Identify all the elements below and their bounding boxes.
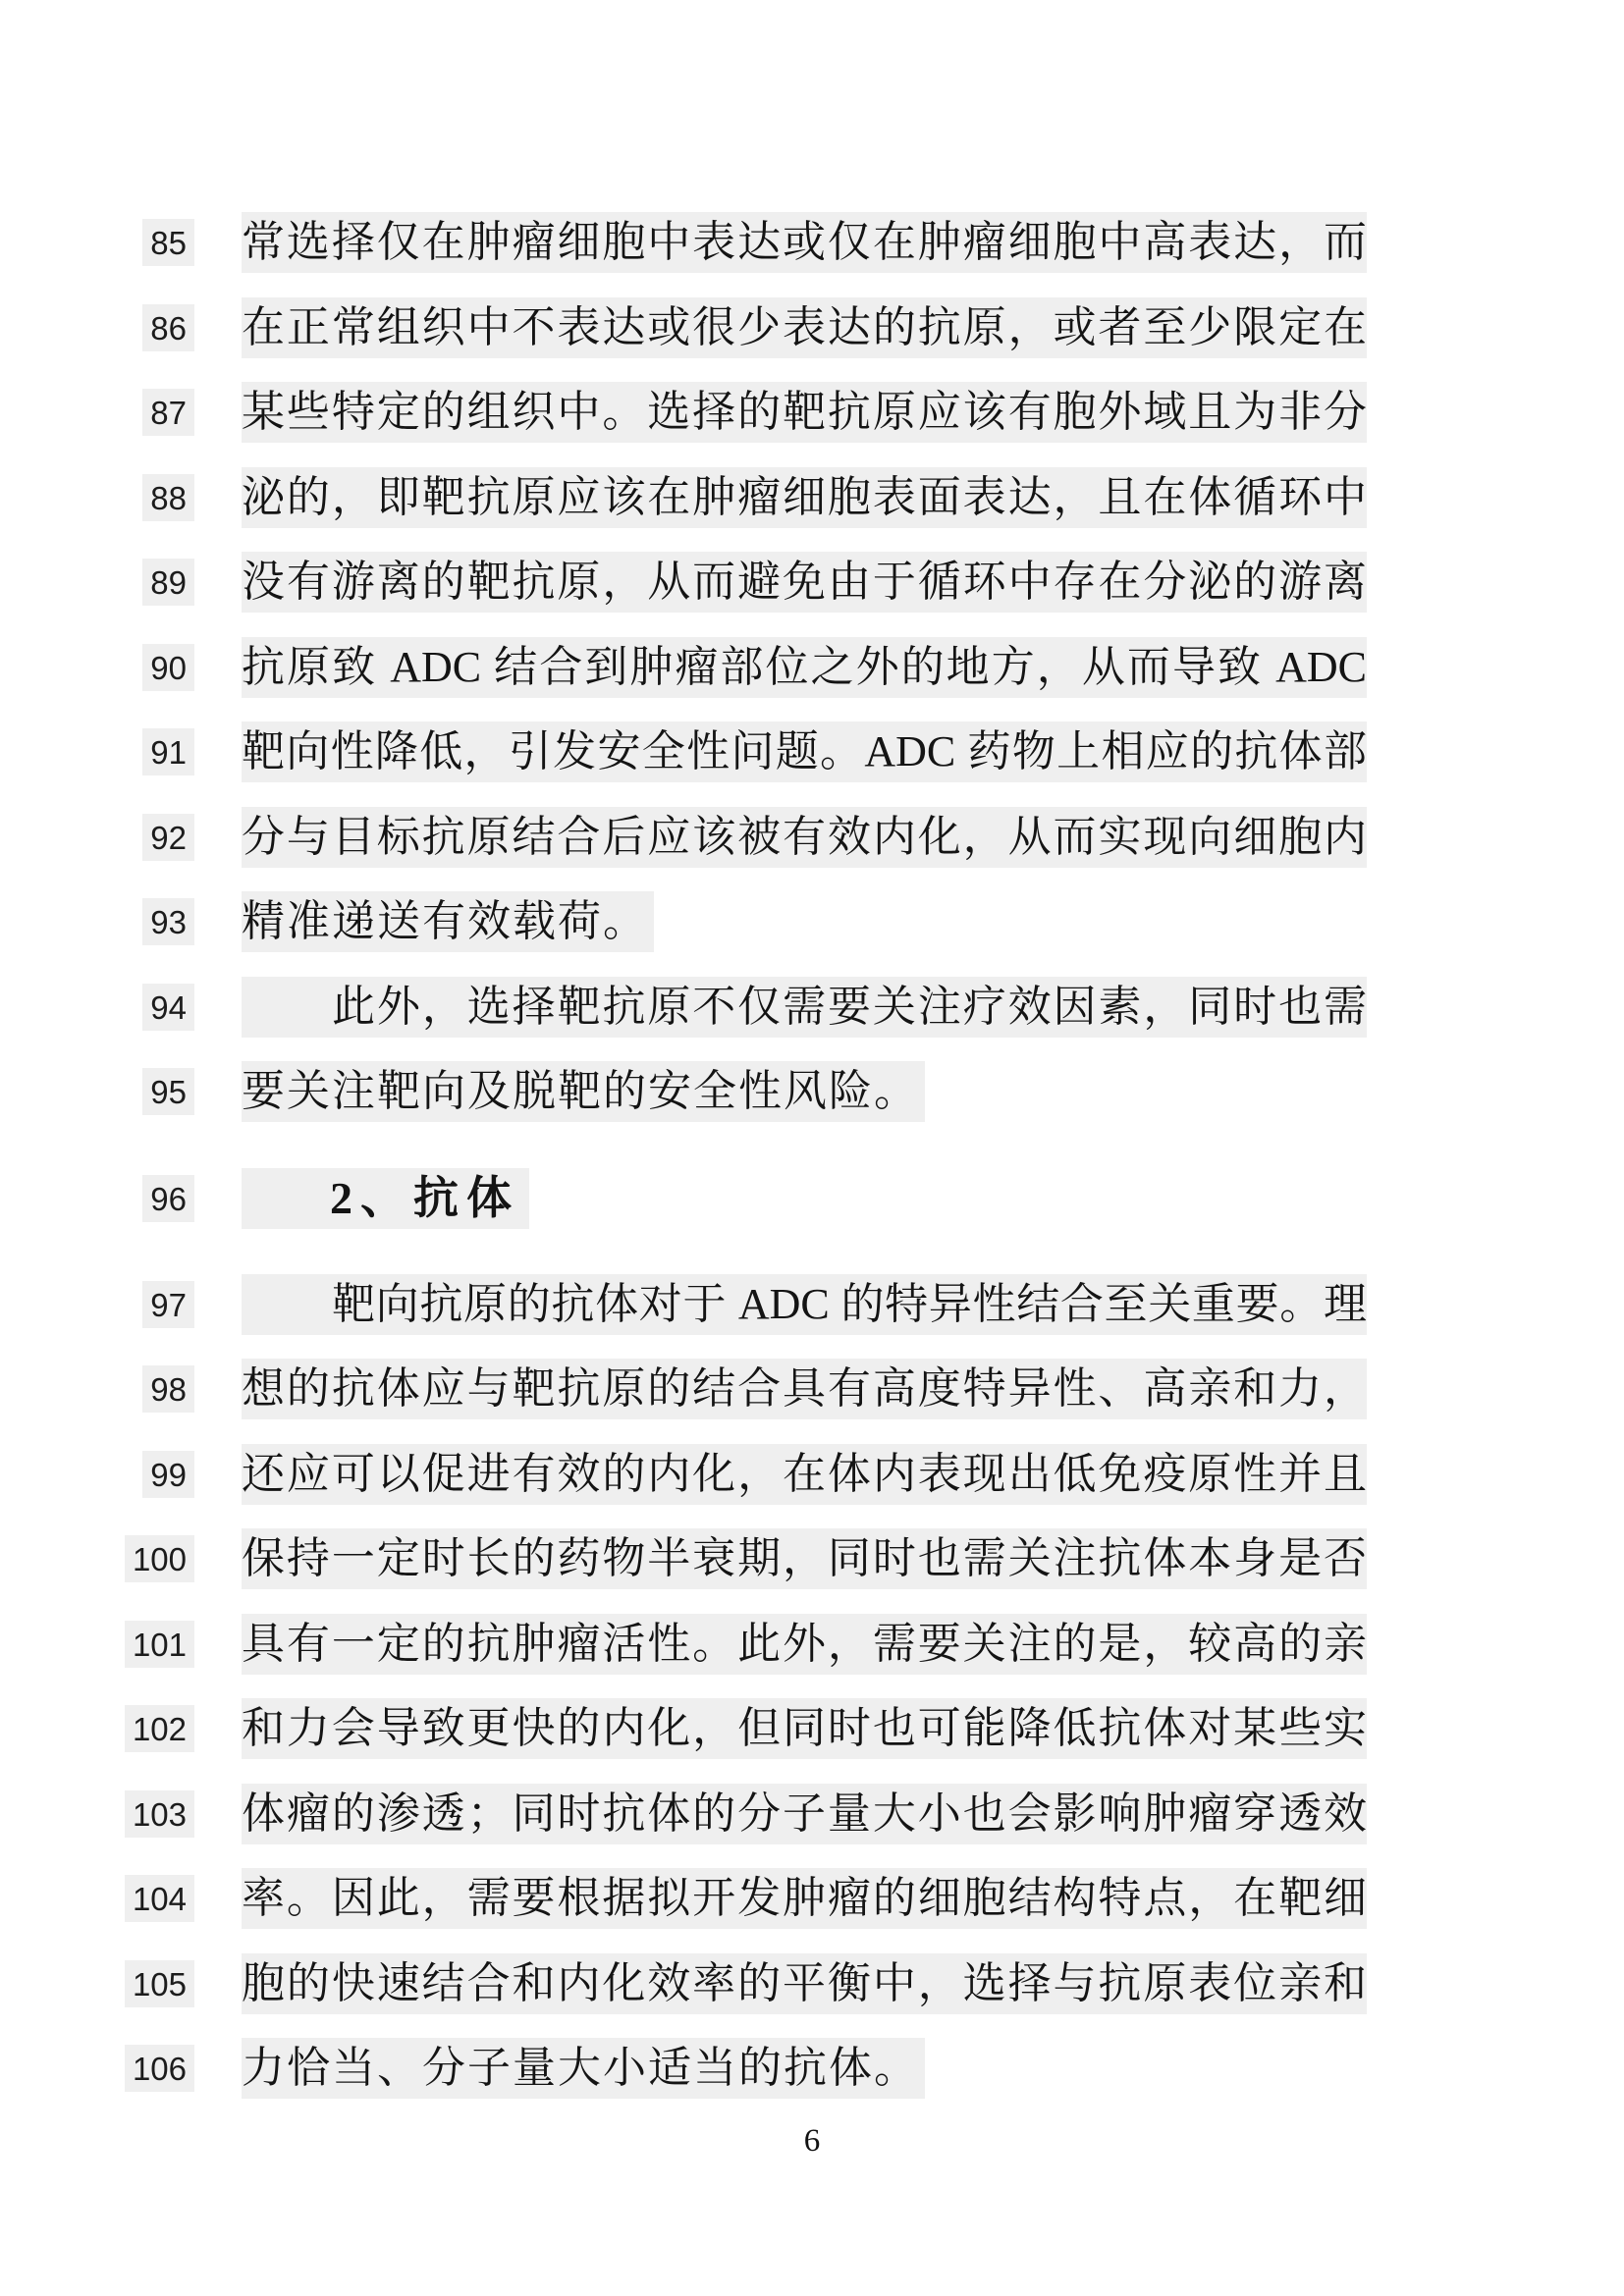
section-heading-text: 2、抗体: [242, 1168, 529, 1229]
line-row-106: [0, 2026, 1624, 2111]
line-text: 率。因此，需要根据拟开发肿瘤的细胞结构特点，在靶细: [242, 1868, 1367, 1929]
line-number: 98: [142, 1365, 194, 1413]
line-text: 想的抗体应与靶抗原的结合具有高度特异性、高亲和力，: [242, 1359, 1367, 1419]
line-number: 97: [142, 1281, 194, 1328]
line-text: 还应可以促进有效的内化，在体内表现出低免疫原性并且: [242, 1444, 1367, 1505]
line-text: 保持一定时长的药物半衰期，同时也需关注抗体本身是否: [242, 1528, 1367, 1589]
line-number: 104: [125, 1875, 194, 1922]
line-text: 常选择仅在肿瘤细胞中表达或仅在肿瘤细胞中高表达，而: [242, 212, 1367, 273]
line-row-91: [0, 710, 1624, 795]
line-number: 89: [142, 559, 194, 606]
line-number: 105: [125, 1960, 194, 2007]
line-text: 分与目标抗原结合后应该被有效内化，从而实现向细胞内: [242, 807, 1367, 868]
section-heading-antibody: [0, 1135, 1624, 1262]
line-row-103: [0, 1772, 1624, 1857]
line-number: 99: [142, 1451, 194, 1498]
line-number: 91: [142, 728, 194, 775]
line-text: 具有一定的抗肿瘤活性。此外，需要关注的是，较高的亲: [242, 1614, 1367, 1675]
line-number: 92: [142, 814, 194, 861]
line-number: 102: [125, 1705, 194, 1752]
line-row-87: [0, 370, 1624, 455]
line-text: 体瘤的渗透；同时抗体的分子量大小也会影响肿瘤穿透效: [242, 1784, 1367, 1844]
line-text: 没有游离的靶抗原，从而避免由于循环中存在分泌的游离: [242, 552, 1367, 613]
line-text: 抗原致 ADC 结合到肿瘤部位之外的地方，从而导致 ADC: [242, 637, 1367, 698]
line-row-92: [0, 795, 1624, 881]
line-number: 101: [125, 1621, 194, 1668]
line-number: 87: [142, 389, 194, 436]
line-number: 90: [142, 644, 194, 691]
line-row-93: [0, 880, 1624, 965]
line-row-85: [0, 200, 1624, 286]
line-text: 在正常组织中不表达或很少表达的抗原，或者至少限定在: [242, 297, 1367, 358]
line-text: 某些特定的组织中。选择的靶抗原应该有胞外域且为非分: [242, 382, 1367, 443]
line-row-88: [0, 455, 1624, 541]
line-text: 胞的快速结合和内化效率的平衡中，选择与抗原表位亲和: [242, 1953, 1367, 2014]
line-number: 95: [142, 1068, 194, 1115]
line-number: 85: [142, 219, 194, 266]
line-row-99: [0, 1432, 1624, 1518]
line-text: 靶向抗原的抗体对于 ADC 的特异性结合至关重要。理: [242, 1274, 1367, 1335]
line-text: 泌的，即靶抗原应该在肿瘤细胞表面表达，且在体循环中: [242, 467, 1367, 528]
line-text: 此外，选择靶抗原不仅需要关注疗效因素，同时也需: [242, 977, 1367, 1038]
line-number: 103: [125, 1790, 194, 1838]
line-number: 93: [142, 898, 194, 945]
line-row-105: [0, 1942, 1624, 2027]
page-number: 6: [803, 2123, 821, 2159]
line-text: 要关注靶向及脱靶的安全性风险。: [242, 1061, 925, 1122]
line-row-97: [0, 1262, 1624, 1348]
line-text: 力恰当、分子量大小适当的抗体。: [242, 2038, 925, 2099]
line-text: 精准递送有效载荷。: [242, 891, 654, 952]
line-text: 和力会导致更快的内化，但同时也可能降低抗体对某些实: [242, 1698, 1367, 1759]
line-row-94: [0, 965, 1624, 1050]
line-row-100: [0, 1517, 1624, 1602]
line-number: 96: [142, 1175, 194, 1222]
line-row-101: [0, 1602, 1624, 1687]
line-row-89: [0, 540, 1624, 625]
line-number: 94: [142, 984, 194, 1031]
line-row-104: [0, 1856, 1624, 1942]
line-number: 86: [142, 304, 194, 351]
line-row-90: [0, 625, 1624, 711]
line-number: 106: [125, 2045, 194, 2092]
line-number: 88: [142, 474, 194, 521]
line-number: 100: [125, 1535, 194, 1582]
line-row-98: [0, 1347, 1624, 1432]
line-row-102: [0, 1686, 1624, 1772]
line-row-86: [0, 286, 1624, 371]
line-row-95: [0, 1049, 1624, 1135]
line-text: 靶向性降低，引发安全性问题。ADC 药物上相应的抗体部: [242, 721, 1367, 782]
